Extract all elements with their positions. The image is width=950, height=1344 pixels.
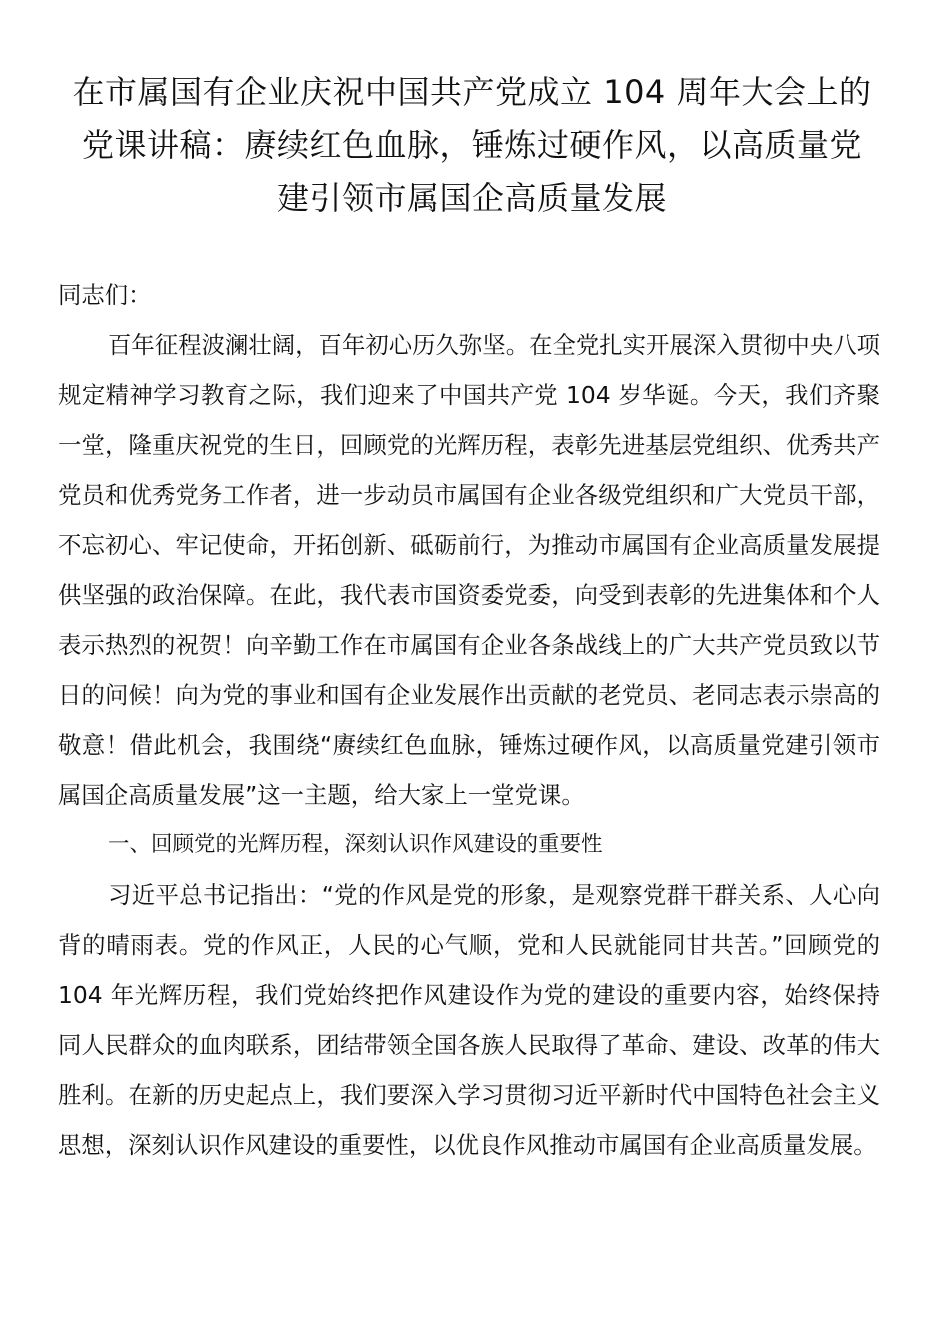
section-heading: 一、回顾党的光辉历程，深刻认识作风建设的重要性: [108, 832, 603, 857]
document-body: [58, 270, 880, 1170]
document-title: 在市属国有企业庆祝中国共产党成立 104 周年大会上的党课讲稿：赓续红色血脉，锤炼过硬作风，以高质量党建引领市属国企高质量发展: [72, 73, 872, 217]
salutation: 同志们：: [58, 281, 152, 309]
section-paragraph: 习近平总书记指出：“党的作风是党的形象，是观察党群干群关系、人心向背的晴雨表。党的作风正，人民的心气顺，党和人民就能同甘共苦。”回顾党的 104 年光辉历程，我们党始终把作风建设作为党的建设的重要内容，始终保持同人民群众的血肉联系，团结带领全国各族人民取得了革命、建设、改革的伟大胜利。在新的历史起点上，我们要深入学习贯彻习近平新时代中国特色社会主义思想，深刻认识作风建设的重要性，以优良作风推动市属国有企业高质量发展。: [58, 881, 880, 1159]
body-paragraph: 百年征程波澜壮阔，百年初心历久弥坚。在全党扎实开展深入贯彻中央八项规定精神学习教育之际，我们迎来了中国共产党 104 岁华诞。今天，我们齐聚一堂，隆重庆祝党的生日，回顾党的光辉历程，表彰先进基层党组织、优秀共产党员和优秀党务工作者，进一步动员市属国有企业各级党组织和广大党员干部，不忘初心、牢记使命，开拓创新、砥砺前行，为推动市属国有企业高质量发展提供坚强的政治保障。在此，我代表市国资委党委，向受到表彰的先进集体和个人表示热烈的祝贺！向辛勤工作在市属国有企业各条战线上的广大共产党员致以节日的问候！向为党的事业和国有企业发展作出贡献的老党员、老同志表示崇高的敬意！借此机会，我围绕“赓续红色血脉，锤炼过硬作风，以高质量党建引领市属国企高质量发展”这一主题，给大家上一堂党课。: [58, 331, 880, 809]
